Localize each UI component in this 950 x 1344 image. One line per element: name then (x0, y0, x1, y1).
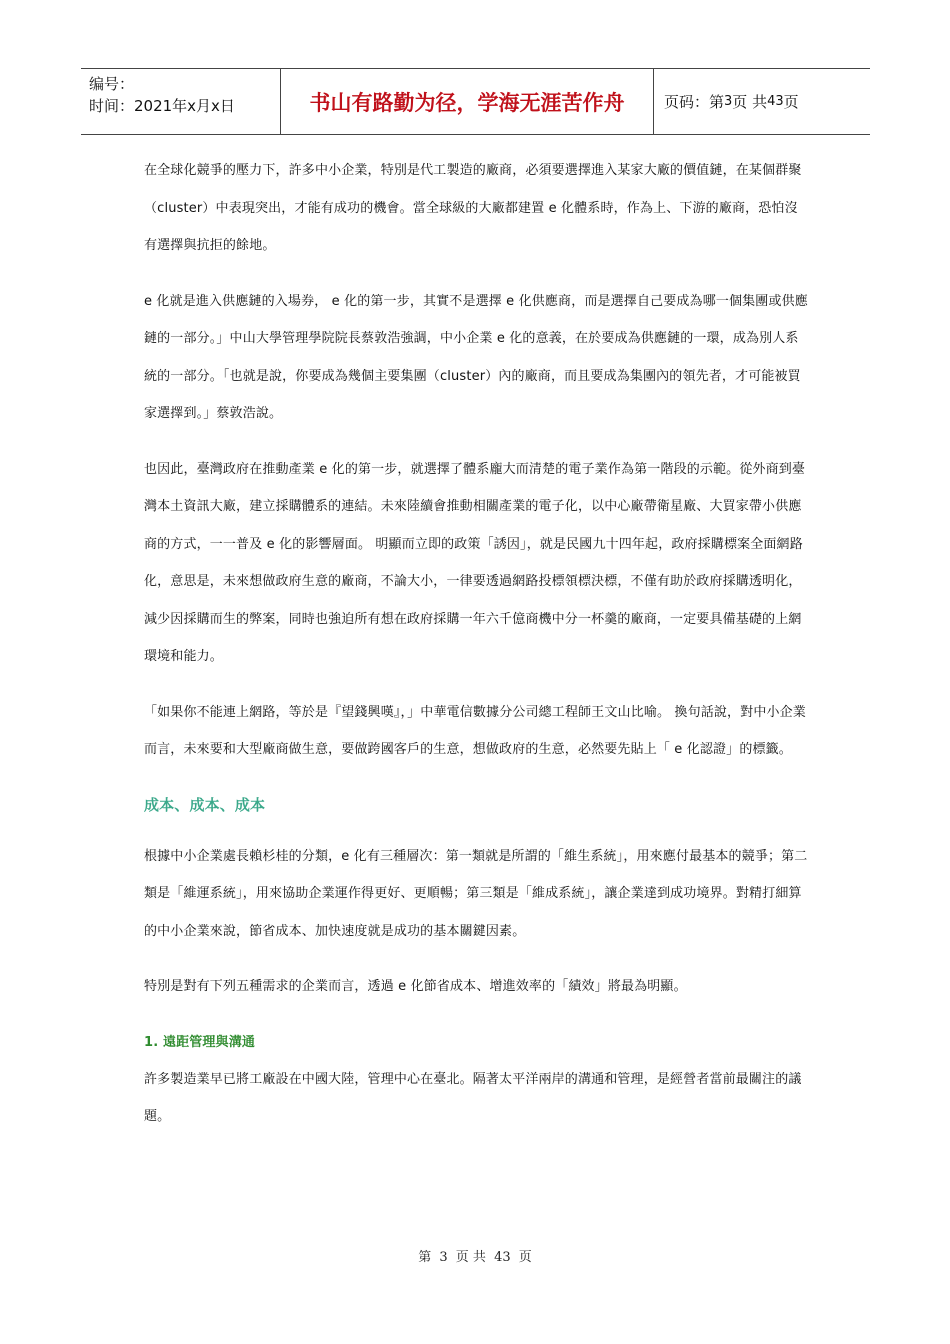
header-meta-cell (81, 69, 281, 134)
footer-prefix: 第 (418, 1250, 432, 1265)
paragraph: 「如果你不能連上網路，等於是『望錢興嘆』，」中華電信數據分公司總工程師王文山比喻。 換句話說，對中小企業而言，未來要和大型廠商做生意，要做跨國客戶的生意，想做政府的生意，必然要先貼上「 e 化認證」的標籤。 (144, 704, 806, 757)
footer-page-number: 3 (439, 1250, 448, 1265)
page-suffix: 页 (783, 93, 799, 111)
paragraph: 許多製造業早已將工廠設在中國大陸，管理中心在臺北。隔著太平洋兩岸的溝通和管理，是經營者當前最關注的議題。 (144, 1071, 802, 1124)
paragraph: 也因此，臺灣政府在推動產業 e 化的第一步，就選擇了體系龐大而清楚的電子業作為第一階段的示範。從外商到臺灣本土資訊大廠，建立採購體系的連結。未來陸續會推動相關產業的電子化，以中心廠帶衛星廠、大買家帶小供應商的方式，一一普及 e 化的影響層面。 明顯而立即的政策「誘因」，就是民國九十四年起，政府採購標案全面網路化，意思是，未來想做政府生意的廠商，不論大小，一律要透過網路投標領標決標，不僅有助於政府採購透明化，減少因採購而生的弊案，同時也強迫所有想在政府採購一年六千億商機中分一杯羹的廠商，一定要具備基礎的上網環境和能力。 (144, 461, 806, 664)
paragraph: 根據中小企業處長賴杉桂的分類，e 化有三種層次：第一類就是所謂的「維生系統」，用來應付最基本的競爭；第二類是「維運系統」，用來協助企業運作得更好、更順暢；第三類是「維成系統」，讓企業達到成功境界。對精打細算的中小企業來說，節省成本、加快速度就是成功的基本關鍵因素。 (144, 848, 808, 939)
paragraph: 在全球化競爭的壓力下，許多中小企業，特別是代工製造的廠商，必須要選擇進入某家大廠的價值鏈，在某個群聚（cluster）中表現突出，才能有成功的機會。當全球級的大廠都建置 e 化體系時，作為上、下游的廠商，恐怕沒有選擇與抗拒的餘地。 (144, 163, 802, 253)
page-total: 43 (767, 94, 784, 109)
sub-section-title: 1. 遠距管理與溝通 (144, 1034, 256, 1050)
paragraph: 特別是對有下列五種需求的企業而言，透過 e 化節省成本、增進效率的「績效」將最為明顯。 (144, 979, 687, 994)
header-page-info (654, 69, 870, 134)
footer-page-total: 43 (494, 1250, 511, 1265)
page-mid: 页 共 (732, 93, 768, 111)
page-number: 3 (724, 94, 733, 109)
page-footer (0, 1246, 950, 1265)
serial-label: 编号： (89, 75, 135, 93)
page-header (81, 68, 870, 135)
footer-mid: 页 共 (455, 1250, 486, 1265)
footer-suffix: 页 (518, 1250, 532, 1265)
paragraph: e 化就是進入供應鏈的入場券， e 化的第一步，其實不是選擇 e 化供應商，而是選擇自己要成為哪一個集團或供應鏈的一部分。」中山大學管理學院院長蔡敦浩強調，中小企業 e 化的意義，在於要成為供應鏈的一環，成為別人系統的一部分。「也就是說，你要成為幾個主要集團（cluster）內的廠商，而且要成為集團內的領先者，才可能被買家選擇到。」蔡敦浩說。 (144, 293, 808, 421)
time-label: 时间：2021年x月x日 (89, 97, 235, 115)
section-title: 成本、成本、成本 (144, 795, 266, 814)
header-motto: 书山有路勤为径，学海无涯苦作舟 (281, 69, 654, 134)
page-prefix: 页码：第 (664, 93, 725, 111)
document-body (144, 152, 809, 1154)
